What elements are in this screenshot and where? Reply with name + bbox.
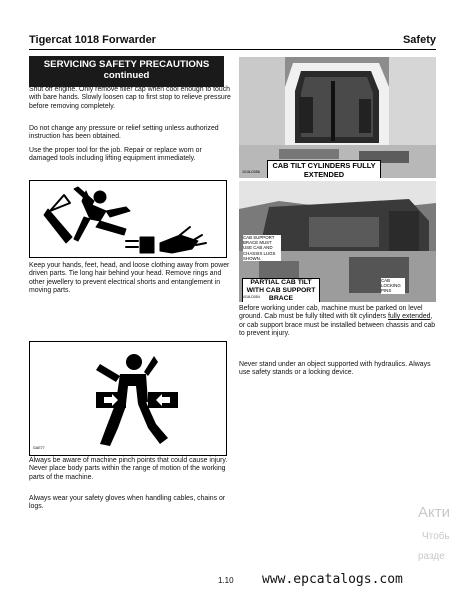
manual-title: Tigercat 1018 Forwarder (29, 34, 156, 46)
pinch-figure-code: GAE77 (33, 446, 45, 450)
activation-overlay-line-3: разде (418, 551, 445, 562)
photo-partial-cab-tilt (239, 181, 436, 302)
section-name: Safety (402, 34, 436, 46)
activation-overlay-line-1: Акти (418, 504, 450, 521)
paragraph-before-working-under-cab (239, 305, 437, 339)
paragraph-before-working-underlined: fully extended (387, 313, 431, 321)
pinch-point-warning-figure (29, 341, 227, 456)
entanglement-warning-figure (29, 180, 227, 258)
photo1-code: 1018-D056 (242, 170, 260, 174)
photo2-caption: PARTIAL CAB TILT WITH CAB SUPPORT BRACE (242, 278, 320, 302)
watermark-url: www.epcatalogs.com (262, 572, 403, 587)
page-number: 1.10 (218, 576, 234, 585)
section-heading-title: SERVICING SAFETY PRECAUTIONS (43, 59, 210, 70)
photo1-caption: CAB TILT CYLINDERS FULLY EXTENDED (267, 160, 381, 178)
paragraph-proper-tools: Use the proper tool for the job. Repair or replace worn or damaged tools including lifting equipment immediately. (29, 147, 202, 163)
paragraph-pressure-settings: Do not change any pressure or relief setting unless authorized instruction has been obtained. (29, 125, 219, 141)
paragraph-safety-gloves: Always wear your safety gloves when handling cables, chains or logs. (29, 495, 226, 511)
photo-cab-tilt-fully-extended (239, 57, 436, 178)
header-rule (29, 49, 436, 50)
section-heading (29, 56, 224, 87)
photo2-locking-pins-label: CAB LOCKING PINS (381, 278, 405, 294)
paragraph-pinch-points: Always be aware of machine pinch points that could cause injury. Never place body parts within the range of motion of the working parts of the machine. (29, 457, 228, 481)
paragraph-filler-cap: Shut off engine. Only remove filler cap when cool enough to touch with bare hands. Slowly loosen cap to first stop to relieve pressure before removing completely. (29, 86, 231, 110)
paragraph-before-working-part-a: Before working under cab, machine must be parked on level ground. Cab must be fully tilted with tilt cylinders (239, 305, 423, 321)
section-heading-subtitle: continued (103, 70, 150, 81)
activation-overlay-line-2: Чтобь (422, 531, 450, 542)
photo2-note: CAB SUPPORT BRACE MUST USE CAB AND CHASSIS LUGS SHOWN. (243, 235, 281, 261)
paragraph-moving-parts: Keep your hands, feet, head, and loose clothing away from power driven parts. Tie long hair behind your head. Remove rings and other jewellery to prevent electrical shorts and entanglement in moving parts. (29, 262, 230, 295)
photo2-code: 1018-D054 (242, 295, 260, 299)
entanglement-pictogram (30, 181, 226, 257)
pinch-point-pictogram (30, 342, 226, 455)
paragraph-hydraulics: Never stand under an object supported with hydraulics. Always use safety stands or a locking device. (239, 361, 431, 377)
paragraph-before-working-part-b: , or cab support brace must be installed between chassis and cab to prevent injury. (239, 313, 436, 338)
